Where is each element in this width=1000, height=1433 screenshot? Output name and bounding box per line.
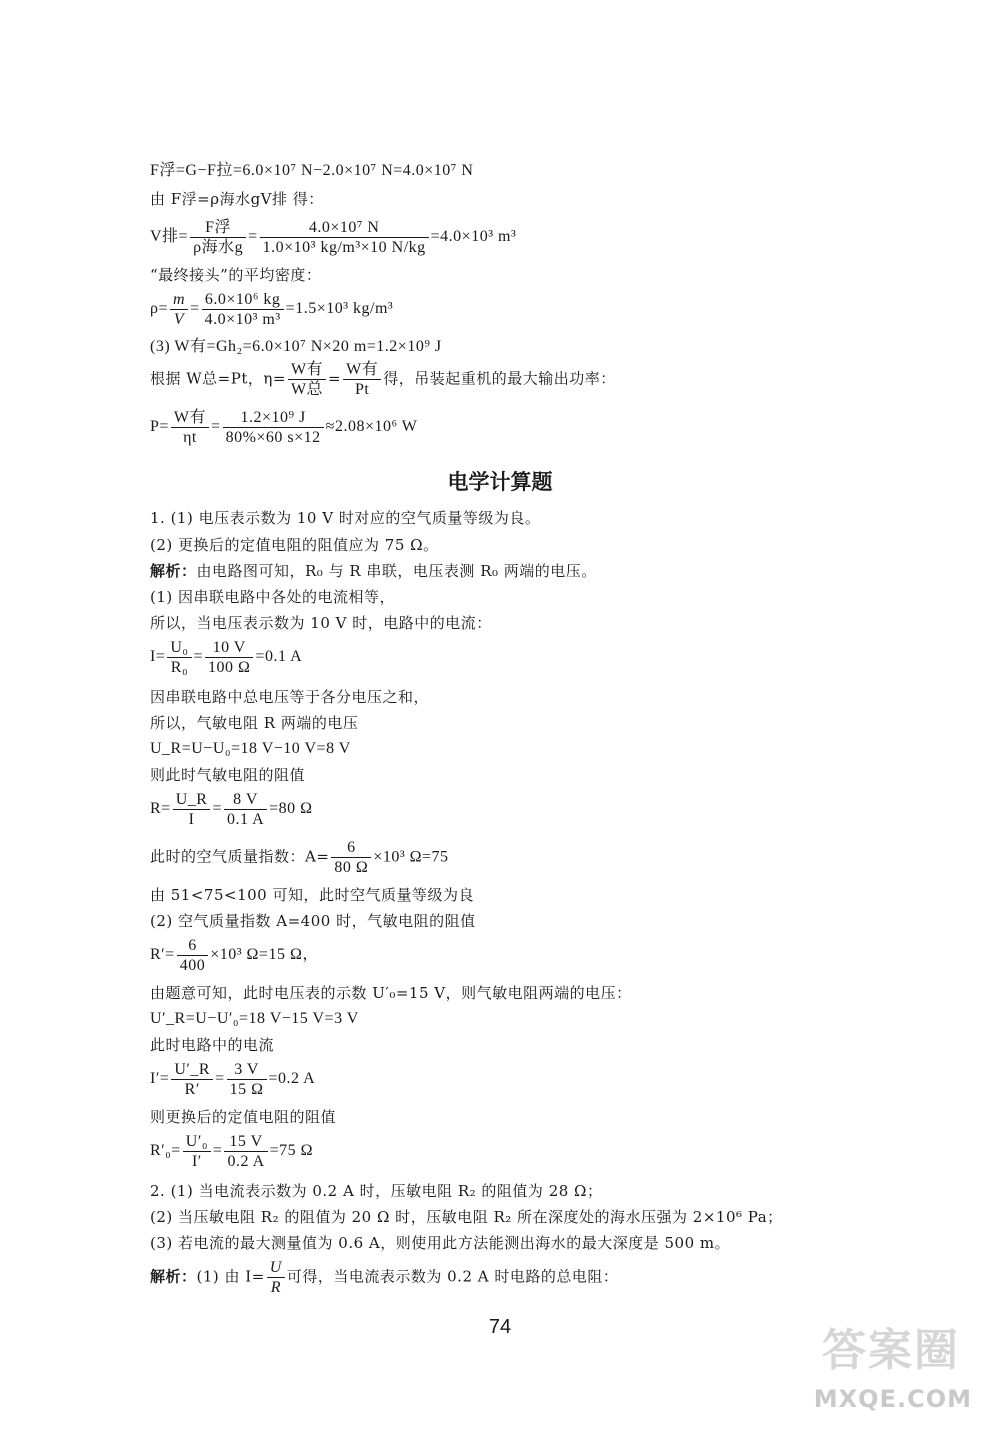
- line-useful-work: (3) W有=Gh₂=6.0×10⁷ N×20 m=1.2×10⁹ J: [150, 338, 442, 355]
- fraction: [173, 790, 211, 829]
- fraction: [343, 360, 381, 399]
- q1-answer-1: 1. (1) 电压表示数为 10 V 时对应的空气质量等级为良。: [150, 509, 541, 527]
- section-heading: 电学计算题: [447, 470, 553, 494]
- equation-rhs: =0.1 A: [255, 648, 303, 666]
- text-segment: 可得，当电流表示数为 0.2 A 时电路的总电阻：: [286, 1267, 619, 1286]
- denominator: 15 Ω: [229, 1081, 264, 1098]
- page-number: 74: [488, 1316, 512, 1338]
- numerator: W有: [288, 360, 326, 380]
- equation-lhs: V排=: [150, 228, 189, 246]
- q1-line-17: U′_R=U−U′₀=18 V−15 V=3 V: [150, 1010, 359, 1027]
- numerator: 6.0×10⁶ kg: [202, 290, 284, 310]
- denominator: 400: [179, 957, 206, 974]
- fraction: [205, 638, 253, 677]
- equation-power: P= $\frac{\text{W有}}{\eta t}$ = $\frac{\text{1.2×10⁹ J}}{80\%\times 60 s\times 12}$ ≈2.08×10⁶ W: [150, 409, 418, 446]
- denominator: I: [188, 811, 195, 828]
- fraction: [224, 1132, 267, 1171]
- text-segment: 由电路图可知，R₀ 与 R 串联，电压表测 R₀ 两端的电压。: [196, 562, 597, 580]
- denominator: 1.0×10³ kg/m³×10 N/kg: [262, 239, 426, 256]
- equation-rhs: =0.2 A: [268, 1070, 316, 1088]
- equation-fixed-resistor: R′₀= $\frac{\text{U′₀}}{I'}$ = $\frac{15 V}{0.2 A}$ =75 Ω: [150, 1133, 314, 1170]
- analysis-label: 解析：: [150, 562, 197, 580]
- equation-new-current: I′= $\frac{U'\_R}{R'}$ = $\frac{3 V}{15 \Omega}$ =0.2 A: [150, 1061, 316, 1098]
- q2-answer-2: (2) 当压敏电阻 R₂ 的阻值为 20 Ω 时，压敏电阻 R₂ 所在深度处的海水压强为 2×10⁶ Pa；: [150, 1208, 783, 1226]
- equation-lhs: P=: [150, 418, 169, 436]
- denominator: I′: [191, 1153, 202, 1170]
- q1-answer-2: (2) 更换后的定值电阻的阻值应为 75 Ω。: [150, 536, 439, 554]
- numerator: W有: [343, 360, 381, 380]
- fraction: [171, 1060, 213, 1099]
- numerator: W有: [171, 408, 209, 428]
- fraction: [223, 408, 324, 447]
- numerator: 15 V: [224, 1132, 267, 1152]
- q1-line-10: 则此时气敏电阻的阻值: [150, 766, 306, 784]
- q2-answer-3: (3) 若电流的最大测量值为 0.6 A，则使用此方法能测出海水的最大深度是 500 m。: [150, 1234, 731, 1252]
- denominator: R: [270, 1279, 281, 1296]
- equation-rhs: =75 Ω: [269, 1142, 314, 1160]
- fraction: [227, 1060, 267, 1099]
- denominator: 80%×60 s×12: [225, 429, 321, 446]
- q2-answer-1: 2. (1) 当电流表示数为 0.2 A 时，压敏电阻 R₂ 的阻值为 28 Ω；: [150, 1182, 603, 1200]
- equation-efficiency: 根据 W总=Pt，η= $\frac{\text{W有}}{\text{W总}}$ = $\frac{\text{W有}}{Pt}$ 得，吊装起重机的最大输出功率：: [150, 361, 616, 398]
- fraction: [170, 290, 188, 329]
- fraction: [267, 1258, 285, 1297]
- numerator: 4.0×10⁷ N: [260, 218, 429, 238]
- numerator: U: [267, 1258, 285, 1278]
- equation-current: I= $\frac{\text{U₀}}{\text{R₀}}$ = $\frac{10 V}{100 \Omega}$ =0.1 A: [150, 639, 303, 676]
- q1-line-4: (1) 因串联电路中各处的电流相等，: [150, 588, 396, 606]
- fraction: [224, 790, 267, 829]
- q1-line-5: 所以，当电压表示数为 10 V 时，电路中的电流：: [150, 614, 492, 632]
- text-segment: (1) 由 I=: [196, 1267, 265, 1286]
- denominator: 0.1 A: [226, 811, 265, 828]
- equation-rhs: =4.0×10³ m³: [430, 228, 517, 246]
- numerator: 8 V: [224, 790, 267, 810]
- q1-line-18: 此时电路中的电流: [150, 1036, 275, 1054]
- numerator: 1.2×10⁹ J: [223, 408, 324, 428]
- equation-resistance: R= $\frac{U\_R}{I}$ = $\frac{8 V}{0.1 A}$ =80 Ω: [150, 791, 313, 828]
- numerator: m: [170, 290, 188, 310]
- equation-rhs: ×10³ Ω=15 Ω，: [210, 946, 319, 964]
- equation-rhs: =80 Ω: [269, 800, 313, 818]
- fraction: [171, 408, 209, 447]
- line-buoyancy: F浮=G−F拉=6.0×10⁷ N−2.0×10⁷ N=4.0×10⁷ N: [150, 162, 474, 179]
- denominator: W总: [290, 381, 324, 398]
- fraction: [331, 838, 371, 877]
- q1-analysis: [150, 560, 597, 582]
- q2-analysis: [150, 1258, 618, 1297]
- fraction: [260, 218, 429, 257]
- fraction: [288, 360, 326, 399]
- numerator: U′₀: [183, 1132, 211, 1152]
- denominator: ηt: [183, 429, 197, 446]
- equation-rhs: =1.5×10³ kg/m³: [285, 300, 394, 318]
- equation-lhs: ρ=: [150, 300, 169, 318]
- numerator: F浮: [190, 218, 246, 238]
- numerator: 6: [331, 838, 371, 858]
- denominator: V: [173, 311, 185, 328]
- numerator: U′_R: [171, 1060, 213, 1080]
- denominator: ρ海水g: [193, 239, 244, 256]
- equation-lhs: R′=: [150, 946, 175, 964]
- numerator: 3 V: [227, 1060, 267, 1080]
- numerator: 10 V: [205, 638, 253, 658]
- denominator: 100 Ω: [208, 659, 251, 676]
- q1-line-7: 因串联电路中总电压等于各分电压之和，: [150, 688, 430, 706]
- text-segment: 得，吊装起重机的最大输出功率：: [383, 369, 616, 388]
- numerator: U_R: [173, 790, 211, 810]
- numerator: U₀: [167, 638, 191, 658]
- equation-lhs: I=: [150, 648, 166, 666]
- fraction: [202, 290, 284, 329]
- denominator: 4.0×10³ m³: [204, 311, 281, 328]
- text-segment: ×10³ Ω=75: [373, 848, 449, 866]
- q1-line-14: (2) 空气质量指数 A=400 时，气敏电阻的阻值: [150, 912, 476, 930]
- line-formula-intro: 由 F浮=ρ海水gV排 得：: [150, 190, 324, 208]
- numerator: 6: [177, 936, 209, 956]
- denominator: 0.2 A: [227, 1153, 265, 1170]
- equation-rhs: ≈2.08×10⁶ W: [325, 418, 418, 436]
- fraction: [190, 218, 246, 257]
- equation-new-resistance: [150, 936, 319, 975]
- q1-line-8: 所以，气敏电阻 R 两端的电压: [150, 714, 359, 732]
- text-segment: 此时的空气质量指数：A=: [150, 847, 330, 866]
- denominator: Pt: [355, 381, 370, 398]
- q1-line-9: U_R=U−U₀=18 V−10 V=8 V: [150, 740, 351, 757]
- equation-lhs: R′₀=: [150, 1142, 181, 1160]
- denominator: R′: [184, 1081, 200, 1098]
- fraction: [183, 1132, 211, 1171]
- fraction: [167, 638, 191, 677]
- line-density-intro: “最终接头”的平均密度：: [150, 266, 322, 284]
- watermark-url: MXQE.COM: [813, 1385, 972, 1413]
- analysis-label: 解析：: [150, 1267, 197, 1286]
- q1-line-20: 则更换后的定值电阻的阻值: [150, 1108, 337, 1126]
- denominator: 80 Ω: [334, 859, 369, 876]
- text-segment: 根据 W总=Pt，η=: [150, 369, 286, 388]
- watermark-logo-text: 答案圈: [822, 1325, 960, 1376]
- equation-density: ρ= $\frac{m}{V}$ = $\frac{\text{6.0×10⁶ kg}}{\text{4.0×10³ m³}}$ =1.5×10³ kg/m³: [150, 291, 394, 328]
- equation-volume: V排= $\frac{\text{F浮}}{\text{ρ海水g}}$ = $\frac{\text{4.0×10⁷ N}}{\text{1.0×10³ kg/m³×10 N/kg}}$ =4.0×10³ m³: [150, 219, 517, 256]
- q1-line-13: 由 51<75<100 可知，此时空气质量等级为良: [150, 886, 474, 904]
- denominator: R₀: [170, 659, 189, 676]
- equation-lhs: I′=: [150, 1070, 170, 1088]
- equation-air-index: [150, 838, 449, 877]
- equation-lhs: R=: [150, 800, 171, 818]
- fraction: [177, 936, 209, 975]
- q1-line-16: 由题意可知，此时电压表的示数 U′₀=15 V，则气敏电阻两端的电压：: [150, 984, 632, 1002]
